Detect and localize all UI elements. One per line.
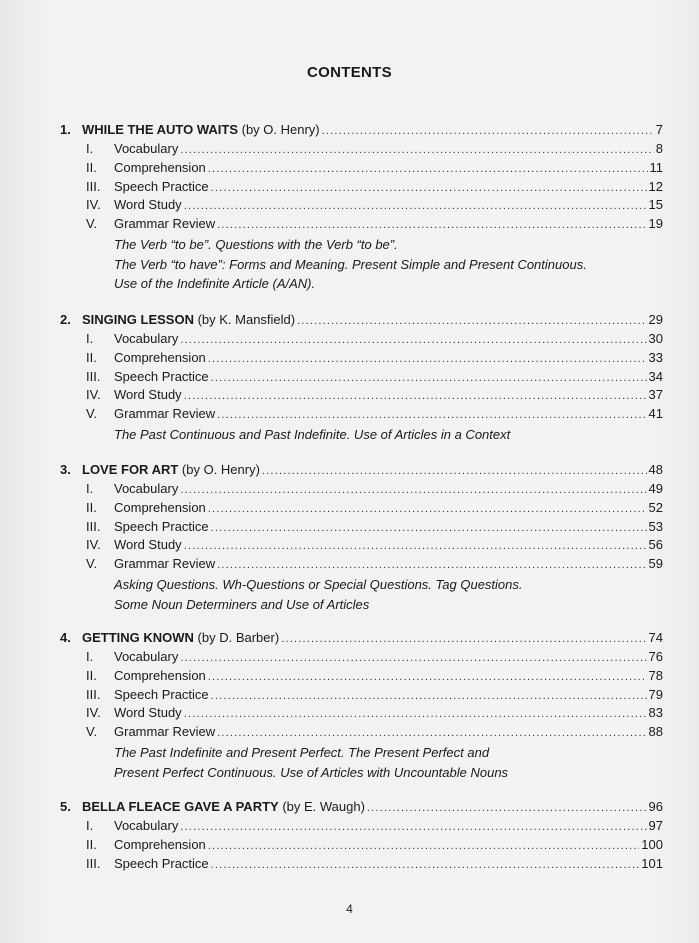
entry-title: Word Study: [114, 387, 182, 403]
entry-title: Word Study: [114, 537, 182, 553]
toc-entry-label: [86, 159, 206, 177]
toc-entry[interactable]: [86, 196, 663, 214]
section-number: 2.: [60, 312, 71, 327]
entry-title: Comprehension: [114, 159, 206, 175]
grammar-topic-note: Asking Questions. Wh-Questions or Special Questions. Tag Questions.: [114, 577, 523, 592]
section-page: 29: [648, 312, 663, 327]
leader-dots: [297, 312, 646, 330]
toc-entry[interactable]: [86, 140, 663, 158]
roman-numeral: II.: [86, 159, 97, 175]
toc-entry-label: [86, 723, 215, 741]
entry-page: 30: [648, 331, 663, 346]
toc-entry[interactable]: [86, 667, 663, 685]
roman-numeral: V.: [86, 216, 98, 232]
leader-dots: [208, 837, 640, 855]
leader-dots: [184, 537, 647, 555]
leader-dots: [211, 179, 647, 197]
section-heading[interactable]: [60, 461, 663, 479]
entry-page: 101: [641, 855, 663, 871]
leader-dots: [211, 519, 647, 537]
section-heading[interactable]: [60, 121, 663, 139]
roman-numeral: V.: [86, 406, 98, 422]
leader-dots: [217, 724, 646, 742]
section-heading-label: [60, 121, 320, 139]
section-heading[interactable]: [60, 311, 663, 329]
entry-title: Comprehension: [114, 667, 206, 683]
roman-numeral: III.: [86, 518, 101, 534]
entry-page: 41: [648, 406, 663, 422]
entry-title: Vocabulary: [114, 649, 179, 664]
roman-numeral: II.: [86, 667, 97, 683]
roman-numeral: I.: [86, 141, 94, 156]
section-heading-label: [60, 629, 279, 647]
section-heading-label: [60, 461, 260, 479]
toc-entry-label: [86, 330, 178, 348]
leader-dots: [180, 649, 646, 667]
grammar-topic-note: The Verb “to have”: Forms and Meaning. Present Simple and Present Continuous.: [114, 256, 587, 272]
toc-entry-label: [86, 386, 182, 404]
entry-page: 37: [648, 387, 663, 403]
toc-entry[interactable]: [86, 368, 663, 386]
toc-entry-label: [86, 499, 206, 517]
toc-entry-label: [86, 686, 209, 704]
section-page: 74: [648, 630, 663, 645]
leader-dots: [211, 369, 647, 387]
section-title: WHILE THE AUTO WAITS: [82, 122, 238, 137]
entry-title: Vocabulary: [114, 481, 179, 496]
entry-page: 33: [648, 349, 663, 365]
entry-title: Speech Practice: [114, 178, 209, 194]
entry-page: 53: [648, 518, 663, 534]
entry-page: 11: [649, 159, 663, 175]
entry-page: 56: [648, 537, 663, 553]
section-author: (by K. Mansfield): [193, 312, 296, 327]
section-heading-label: [60, 798, 365, 816]
section-page: 7: [655, 122, 663, 137]
entry-title: Word Study: [114, 705, 182, 721]
leader-dots: [208, 160, 648, 178]
entry-page: 15: [648, 197, 663, 213]
section-heading[interactable]: [60, 629, 663, 647]
entry-title: Comprehension: [114, 349, 206, 365]
section-title: LOVE FOR ART: [82, 462, 179, 477]
toc-entry-label: [86, 140, 178, 158]
roman-numeral: I.: [86, 331, 94, 346]
roman-numeral: I.: [86, 481, 94, 496]
roman-numeral: II.: [86, 836, 97, 852]
entry-title: Vocabulary: [114, 331, 179, 346]
section-page: 96: [648, 799, 663, 814]
toc-entry[interactable]: [86, 836, 663, 854]
entry-page: 88: [648, 724, 663, 740]
toc-entry[interactable]: [86, 536, 663, 554]
leader-dots: [367, 799, 647, 817]
entry-title: Comprehension: [114, 836, 206, 852]
roman-numeral: IV.: [86, 387, 101, 403]
toc-entry[interactable]: [86, 499, 663, 517]
toc-entry-label: [86, 855, 209, 873]
toc-entry[interactable]: [86, 480, 663, 498]
toc-entry[interactable]: [86, 817, 663, 835]
section-author: (by O. Henry): [238, 122, 320, 137]
section-title: SINGING LESSON: [82, 312, 194, 327]
roman-numeral: II.: [86, 349, 97, 365]
toc-entry-label: [86, 667, 206, 685]
entry-page: 19: [648, 216, 663, 232]
entry-page: 83: [648, 705, 663, 721]
leader-dots: [208, 500, 647, 518]
section-number: 4.: [60, 630, 71, 645]
leader-dots: [322, 122, 654, 140]
page-number: 4: [346, 902, 353, 916]
leader-dots: [281, 630, 646, 648]
entry-page: 78: [648, 667, 663, 683]
leader-dots: [184, 387, 647, 405]
toc-entry[interactable]: [86, 159, 663, 177]
entry-page: 12: [648, 178, 663, 194]
toc-entry[interactable]: [86, 855, 663, 873]
roman-numeral: III.: [86, 686, 101, 702]
entry-title: Word Study: [114, 197, 182, 213]
toc-entry[interactable]: [86, 704, 663, 722]
leader-dots: [180, 481, 646, 499]
toc-entry-label: [86, 555, 215, 573]
grammar-topic-note: The Verb “to be”. Questions with the Verb “to be”.: [114, 237, 398, 252]
toc-entry[interactable]: [86, 349, 663, 367]
leader-dots: [217, 216, 646, 234]
entry-title: Speech Practice: [114, 686, 209, 702]
roman-numeral: III.: [86, 178, 101, 194]
toc-entry-label: [86, 215, 215, 233]
roman-numeral: V.: [86, 556, 98, 572]
toc-entry[interactable]: [86, 330, 663, 348]
toc-entry[interactable]: [86, 405, 663, 423]
section-heading-label: [60, 311, 295, 329]
roman-numeral: III.: [86, 855, 101, 871]
section-title: BELLA FLEACE GAVE A PARTY: [82, 799, 279, 814]
section-number: 5.: [60, 799, 71, 814]
toc-entry[interactable]: [86, 386, 663, 404]
toc-entry-label: [86, 196, 182, 214]
toc-entry-label: [86, 480, 178, 498]
roman-numeral: II.: [86, 499, 97, 515]
section-title: GETTING KNOWN: [82, 630, 194, 645]
entry-title: Speech Practice: [114, 518, 209, 534]
toc-entry[interactable]: [86, 518, 663, 536]
entry-title: Grammar Review: [114, 216, 216, 232]
toc-entry[interactable]: [86, 215, 663, 233]
entry-title: Grammar Review: [114, 724, 216, 740]
entry-page: 34: [648, 368, 663, 384]
entry-page: 100: [641, 836, 663, 852]
page-title: CONTENTS: [307, 64, 392, 81]
leader-dots: [217, 406, 646, 424]
leader-dots: [180, 818, 646, 836]
toc-entry-label: [86, 349, 206, 367]
grammar-topic-note: The Past Continuous and Past Indefinite. Use of Articles in a Context: [114, 427, 511, 442]
grammar-topic-note: Present Perfect Continuous. Use of Articles with Uncountable Nouns: [114, 764, 509, 780]
entry-title: Speech Practice: [114, 855, 209, 871]
roman-numeral: IV.: [86, 705, 101, 721]
leader-dots: [180, 141, 653, 159]
section-page: 48: [648, 462, 663, 477]
grammar-topic-note: Some Noun Determiners and Use of Articles: [114, 596, 370, 612]
entry-title: Speech Practice: [114, 368, 209, 384]
roman-numeral: IV.: [86, 197, 101, 213]
leader-dots: [217, 556, 646, 574]
leader-dots: [184, 705, 647, 723]
roman-numeral: I.: [86, 649, 94, 664]
entry-page: 59: [648, 556, 663, 572]
toc-entry-label: [86, 405, 215, 423]
section-author: (by E. Waugh): [278, 799, 365, 814]
roman-numeral: V.: [86, 724, 98, 740]
entry-page: 76: [648, 649, 663, 664]
roman-numeral: III.: [86, 368, 101, 384]
entry-page: 8: [655, 141, 663, 156]
toc-entry-label: [86, 836, 206, 854]
entry-title: Grammar Review: [114, 406, 216, 422]
entry-title: Comprehension: [114, 499, 206, 515]
section-number: 3.: [60, 462, 71, 477]
section-heading[interactable]: [60, 798, 663, 816]
toc-entry-label: [86, 704, 182, 722]
toc-entry[interactable]: [86, 723, 663, 741]
toc-entry[interactable]: [86, 686, 663, 704]
entry-page: 49: [648, 481, 663, 496]
toc-entry[interactable]: [86, 178, 663, 196]
section-author: (by O. Henry): [178, 462, 260, 477]
section-number: 1.: [60, 122, 71, 137]
entry-page: 97: [648, 818, 663, 833]
toc-entry[interactable]: [86, 648, 663, 666]
grammar-topic-note: The Past Indefinite and Present Perfect. The Present Perfect and: [114, 745, 490, 760]
leader-dots: [180, 331, 646, 349]
leader-dots: [208, 668, 647, 686]
toc-entry[interactable]: [86, 555, 663, 573]
leader-dots: [184, 197, 647, 215]
toc-entry-label: [86, 178, 209, 196]
roman-numeral: IV.: [86, 537, 101, 553]
leader-dots: [208, 350, 647, 368]
entry-page: 79: [648, 686, 663, 702]
toc-entry-label: [86, 518, 209, 536]
toc-entry-label: [86, 536, 182, 554]
roman-numeral: I.: [86, 818, 94, 833]
section-author: (by D. Barber): [193, 630, 280, 645]
entry-title: Vocabulary: [114, 141, 179, 156]
toc-entry-label: [86, 817, 178, 835]
entry-page: 52: [648, 499, 663, 515]
toc-entry-label: [86, 368, 209, 386]
entry-title: Grammar Review: [114, 556, 216, 572]
grammar-topic-note: Use of the Indefinite Article (A/AN).: [114, 276, 316, 291]
leader-dots: [211, 687, 647, 705]
entry-title: Vocabulary: [114, 818, 179, 833]
leader-dots: [211, 856, 640, 874]
leader-dots: [262, 462, 647, 480]
toc-entry-label: [86, 648, 178, 666]
